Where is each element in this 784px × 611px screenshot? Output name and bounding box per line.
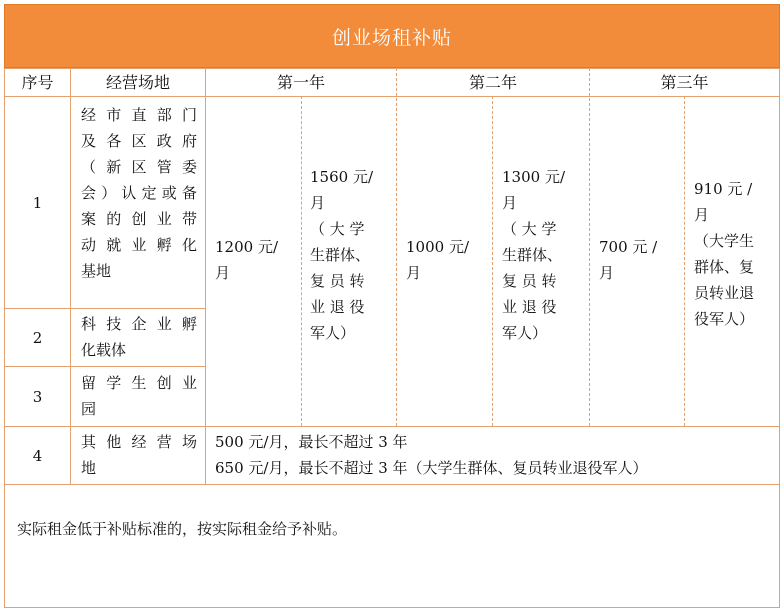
- year2-standard: 1000 元/ 月: [406, 238, 469, 282]
- year2-special: 1300 元/ 月 （ 大 学 生群体、 复 员 转 业 退 役 军人）: [502, 168, 565, 342]
- note-text: 实际租金低于补贴标准的，按实际租金给予补贴。: [17, 520, 348, 538]
- row4-venue: 其他经营场 地: [81, 433, 197, 477]
- row4-subsidy: 500 元/月，最长不超过 3 年 650 元/月，最长不超过 3 年（大学生群体、复员转业退役军人）: [215, 433, 648, 477]
- year1-standard: 1200 元/ 月: [215, 238, 278, 282]
- year1-special: 1560 元/ 月 （ 大 学 生群体、 复 员 转 业 退 役 军人）: [310, 168, 373, 342]
- header-seq: 序号: [21, 72, 54, 92]
- row1-venue: 经市直部门 及各区政府 （新区管委 会）认定或备 案的创业带 动就业孵化 基地: [81, 106, 197, 280]
- subsidy-table: [4, 68, 780, 608]
- header-year1: 第一年: [276, 72, 325, 92]
- year3-standard: 700 元 / 月: [599, 238, 658, 282]
- row2-venue: 科技企业孵 化载体: [81, 315, 197, 359]
- row2-seq: 2: [32, 328, 43, 347]
- row1-seq: 1: [32, 193, 43, 212]
- table-title: 创业场租补贴: [4, 4, 780, 68]
- header-venue: 经营场地: [105, 72, 170, 92]
- header-year2: 第二年: [468, 72, 517, 92]
- row3-seq: 3: [32, 387, 43, 406]
- header-year3: 第三年: [660, 72, 709, 92]
- row3-venue: 留学生创业 园: [81, 374, 197, 418]
- year3-special: 910 元 / 月 （大学生 群体、复 员转业退 役军人）: [694, 180, 755, 328]
- row4-seq: 4: [32, 446, 43, 465]
